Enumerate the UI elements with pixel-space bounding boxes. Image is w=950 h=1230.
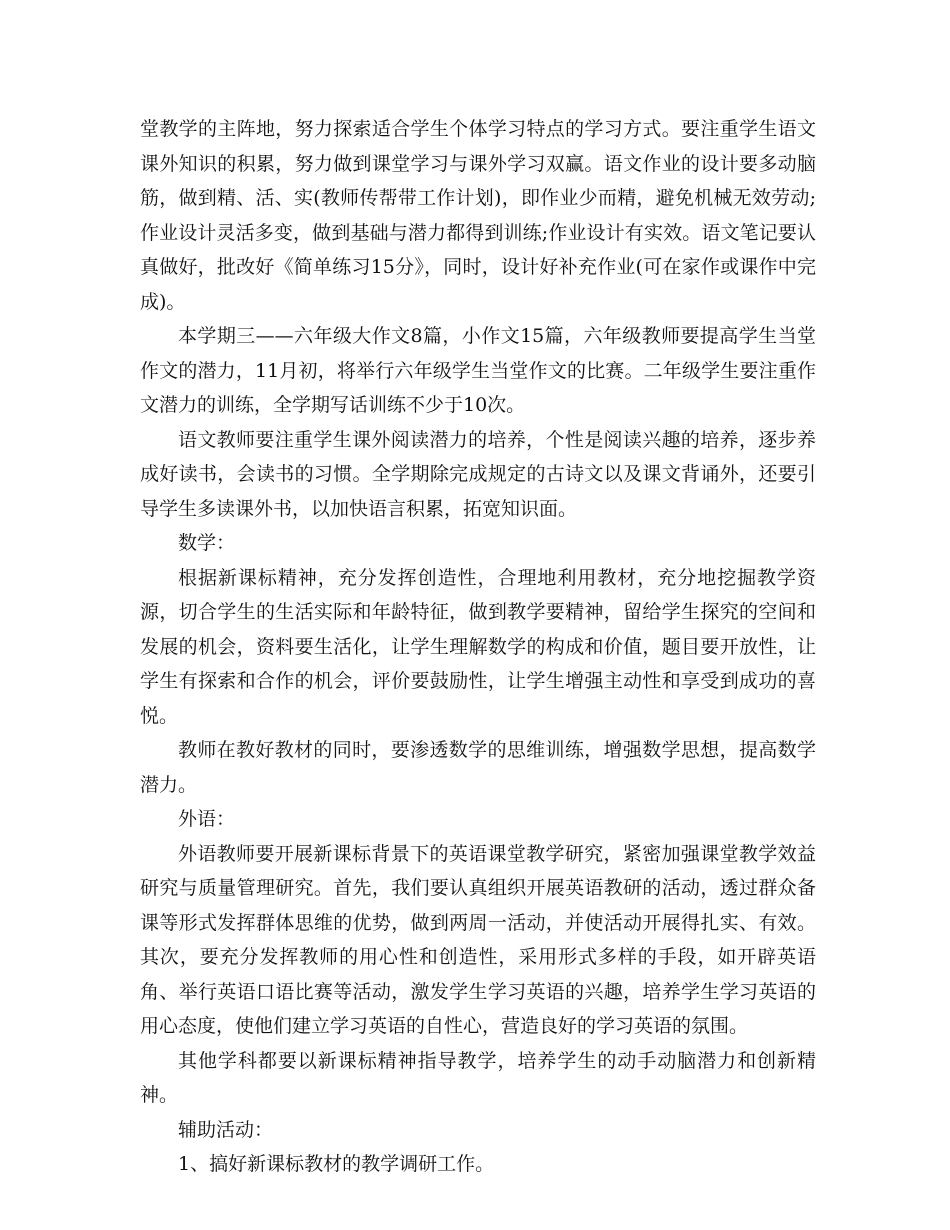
paragraph-math-curriculum: 根据新课标精神，充分发挥创造性，合理地利用教材，充分地挖掘教学资源，切合学生的生活实际和年龄特征，做到教学要精神，留给学生探究的空间和发展的机会，资料要生活化，让学生理解数学的构成和价值，题目要开放性，让学生有探索和合作的机会，评价要鼓励性，让学生增强主动性和享受到成功的喜悦。 [140,566,816,727]
paragraph-continued-chinese-homework: 堂教学的主阵地，努力探索适合学生个体学习特点的学习方式。要注重学生语文课外知识的积累，努力做到课堂学习与课外学习双赢。语文作业的设计要多动脑筋，做到精、活、实(教师传帮带工作计划)，即作业少而精，避免机械无效劳动;作业设计灵活多变，做到基础与潜力都得到训练;作业设计有实效。语文笔记要认真做好，批改好《简单练习15分》，同时，设计好补充作业(可在家作或课作中完成)。 [140,118,816,313]
section-heading-auxiliary-activities: 辅助活动： [178,1118,274,1141]
paragraph-other-subjects: 其他学科都要以新课标精神指导教学，培养学生的动手动脑潜力和创新精神。 [140,1049,816,1106]
paragraph-english-teaching: 外语教师要开展新课标背景下的英语课堂教学研究，紧密加强课堂教学效益研究与质量管理研究。首先，我们要认真组织开展英语教研的活动，透过群众备课等形式发挥群体思维的优势，做到两周一活动，并使活动开展得扎实、有效。其次，要充分发挥教师的用心性和创造性，采用形式多样的手段，如开辟英语角、举行英语口语比赛等活动，激发学生学习英语的兴趣，培养学生学习英语的用心态度，使他们建立学习英语的自性心，营造良好的学习英语的氛围。 [140,842,816,1037]
section-heading-foreign-language: 外语： [178,808,236,830]
paragraph-composition-plan: 本学期三——六年级大作文8篇，小作文15篇，六年级教师要提高学生当堂作文的潜力，11月初，将举行六年级学生当堂作文的比赛。二年级学生要注重作文潜力的训练，全学期写话训练不少于10次。 [140,325,816,416]
paragraph-extracurricular-reading: 语文教师要注重学生课外阅读潜力的培养，个性是阅读兴趣的培养，逐步养成好读书，会读书的习惯。全学期除完成规定的古诗文以及课文背诵外，还要引导学生多读课外书，以加快语言积累，拓宽知识面。 [140,428,816,520]
document-body [140,112,816,1182]
list-item-research-work: 1、搞好新课标教材的教学调研工作。 [178,1153,495,1175]
paragraph-math-thinking: 教师在教好教材的同时，要渗透数学的思维训练，增强数学思想，提高数学潜力。 [140,739,816,796]
section-heading-math: 数学： [178,532,236,554]
